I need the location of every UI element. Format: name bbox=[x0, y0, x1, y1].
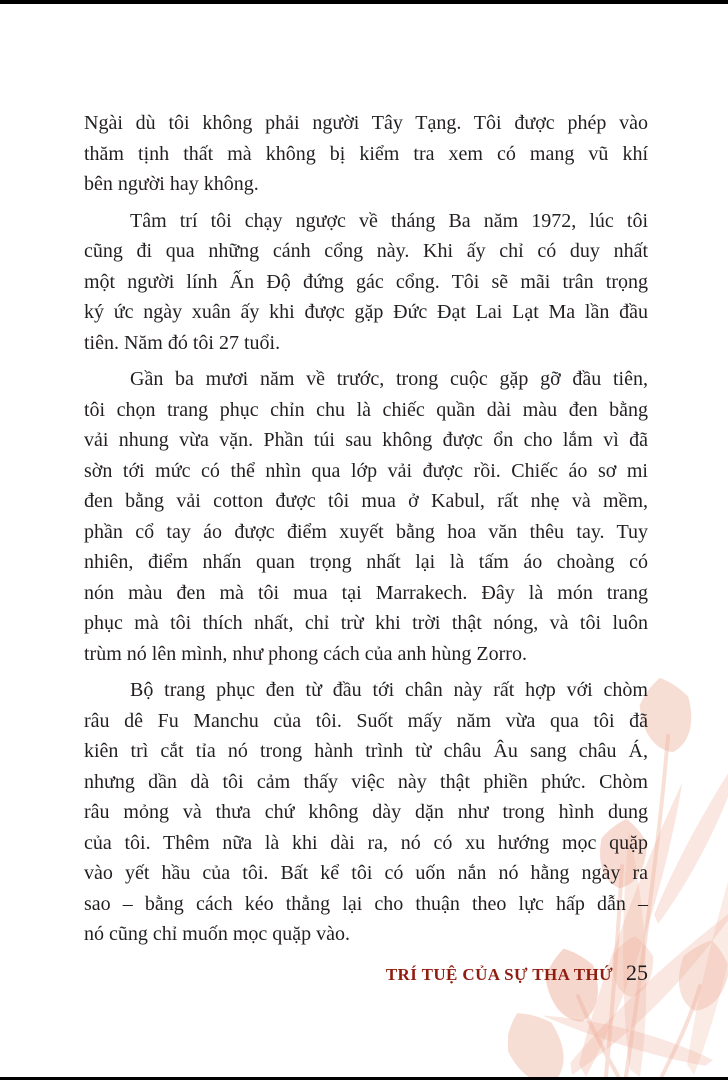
text-line: râu mỏng và thưa chứ không dày dặn như trong hình dung bbox=[84, 801, 648, 823]
text-line: tiên. Năm đó tôi 27 tuổi. bbox=[84, 331, 281, 354]
text-line: kiên trì cắt tỉa nó trong hành trình từ châu Âu sang châu Á, bbox=[84, 740, 648, 762]
paragraph-1 bbox=[84, 108, 648, 200]
text-line: Tâm trí tôi chạy ngược về tháng Ba năm 1972, lúc tôi bbox=[130, 209, 648, 232]
text-line: một người lính Ấn Độ đứng gác cổng. Tôi sẽ mãi trân trọng bbox=[84, 270, 648, 293]
text-line: nhiên, điểm nhấn quan trọng nhất lại là tấm áo choàng có bbox=[84, 551, 648, 573]
text-line: nó cũng chỉ muốn mọc quặp vào. bbox=[84, 923, 351, 945]
page-number: 25 bbox=[626, 960, 648, 985]
page-footer bbox=[84, 960, 648, 986]
text-line: phần cổ tay áo được điểm xuyết bằng hoa văn thêu tay. Tuy bbox=[84, 520, 648, 543]
text-line: của tôi. Thêm nữa là khi dài ra, nó có xu hướng mọc quặp bbox=[84, 831, 648, 854]
page-text bbox=[84, 108, 648, 950]
text-line: tôi chọn trang phục chỉn chu là chiếc quần dài màu đen bằng bbox=[84, 398, 648, 421]
text-line: thăm tịnh thất mà không bị kiểm tra xem có mang vũ khí bbox=[84, 142, 648, 165]
paragraph-3 bbox=[84, 364, 648, 669]
text-line: đen bằng vải cotton được tôi mua ở Kabul, rất nhẹ và mềm, bbox=[84, 490, 648, 512]
text-line: Ngài dù tôi không phải người Tây Tạng. Tôi được phép vào bbox=[84, 112, 648, 134]
text-line: râu dê Fu Manchu của tôi. Suốt mấy năm vừa qua tôi đã bbox=[84, 709, 648, 732]
text-line: nón màu đen mà tôi mua tại Marrakech. Đây là món trang bbox=[84, 581, 648, 604]
scan-edge-top bbox=[0, 0, 728, 4]
running-title: TRÍ TUỆ CỦA SỰ THA THỨ bbox=[385, 965, 613, 984]
text-line: ký ức ngày xuân ấy khi được gặp Đức Đạt Lai Lạt Ma lần đầu bbox=[84, 301, 648, 323]
paragraph-2 bbox=[84, 206, 648, 359]
text-line: vải nhung vừa vặn. Phần túi sau không được ổn cho lắm vì đã bbox=[84, 429, 648, 451]
text-line: Gần ba mươi năm về trước, trong cuộc gặp gỡ đầu tiên, bbox=[130, 368, 648, 390]
paragraph-4 bbox=[84, 675, 648, 950]
text-line: vào yết hầu của tôi. Bất kể tôi có uốn nắn nó hằng ngày ra bbox=[84, 862, 648, 884]
text-line: sờn tới mức có thể nhìn qua lớp vải được rồi. Chiếc áo sơ mi bbox=[84, 459, 648, 482]
text-line: nhưng dần dà tôi cảm thấy việc này thật phiền phức. Chòm bbox=[84, 770, 648, 793]
text-line: cũng đi qua những cánh cổng này. Khi ấy chỉ có duy nhất bbox=[84, 240, 648, 262]
text-line: phục mà tôi thích nhất, chỉ trừ khi trời thật nóng, và tôi luôn bbox=[84, 612, 648, 634]
text-line: sao – bằng cách kéo thẳng lại cho thuận theo lực hấp dẫn – bbox=[84, 892, 648, 915]
text-line: trùm nó lên mình, như phong cách của anh hùng Zorro. bbox=[84, 642, 527, 665]
text-line: Bộ trang phục đen từ đầu tới chân này rất hợp với chòm bbox=[130, 679, 648, 701]
text-line: bên người hay không. bbox=[84, 173, 259, 195]
